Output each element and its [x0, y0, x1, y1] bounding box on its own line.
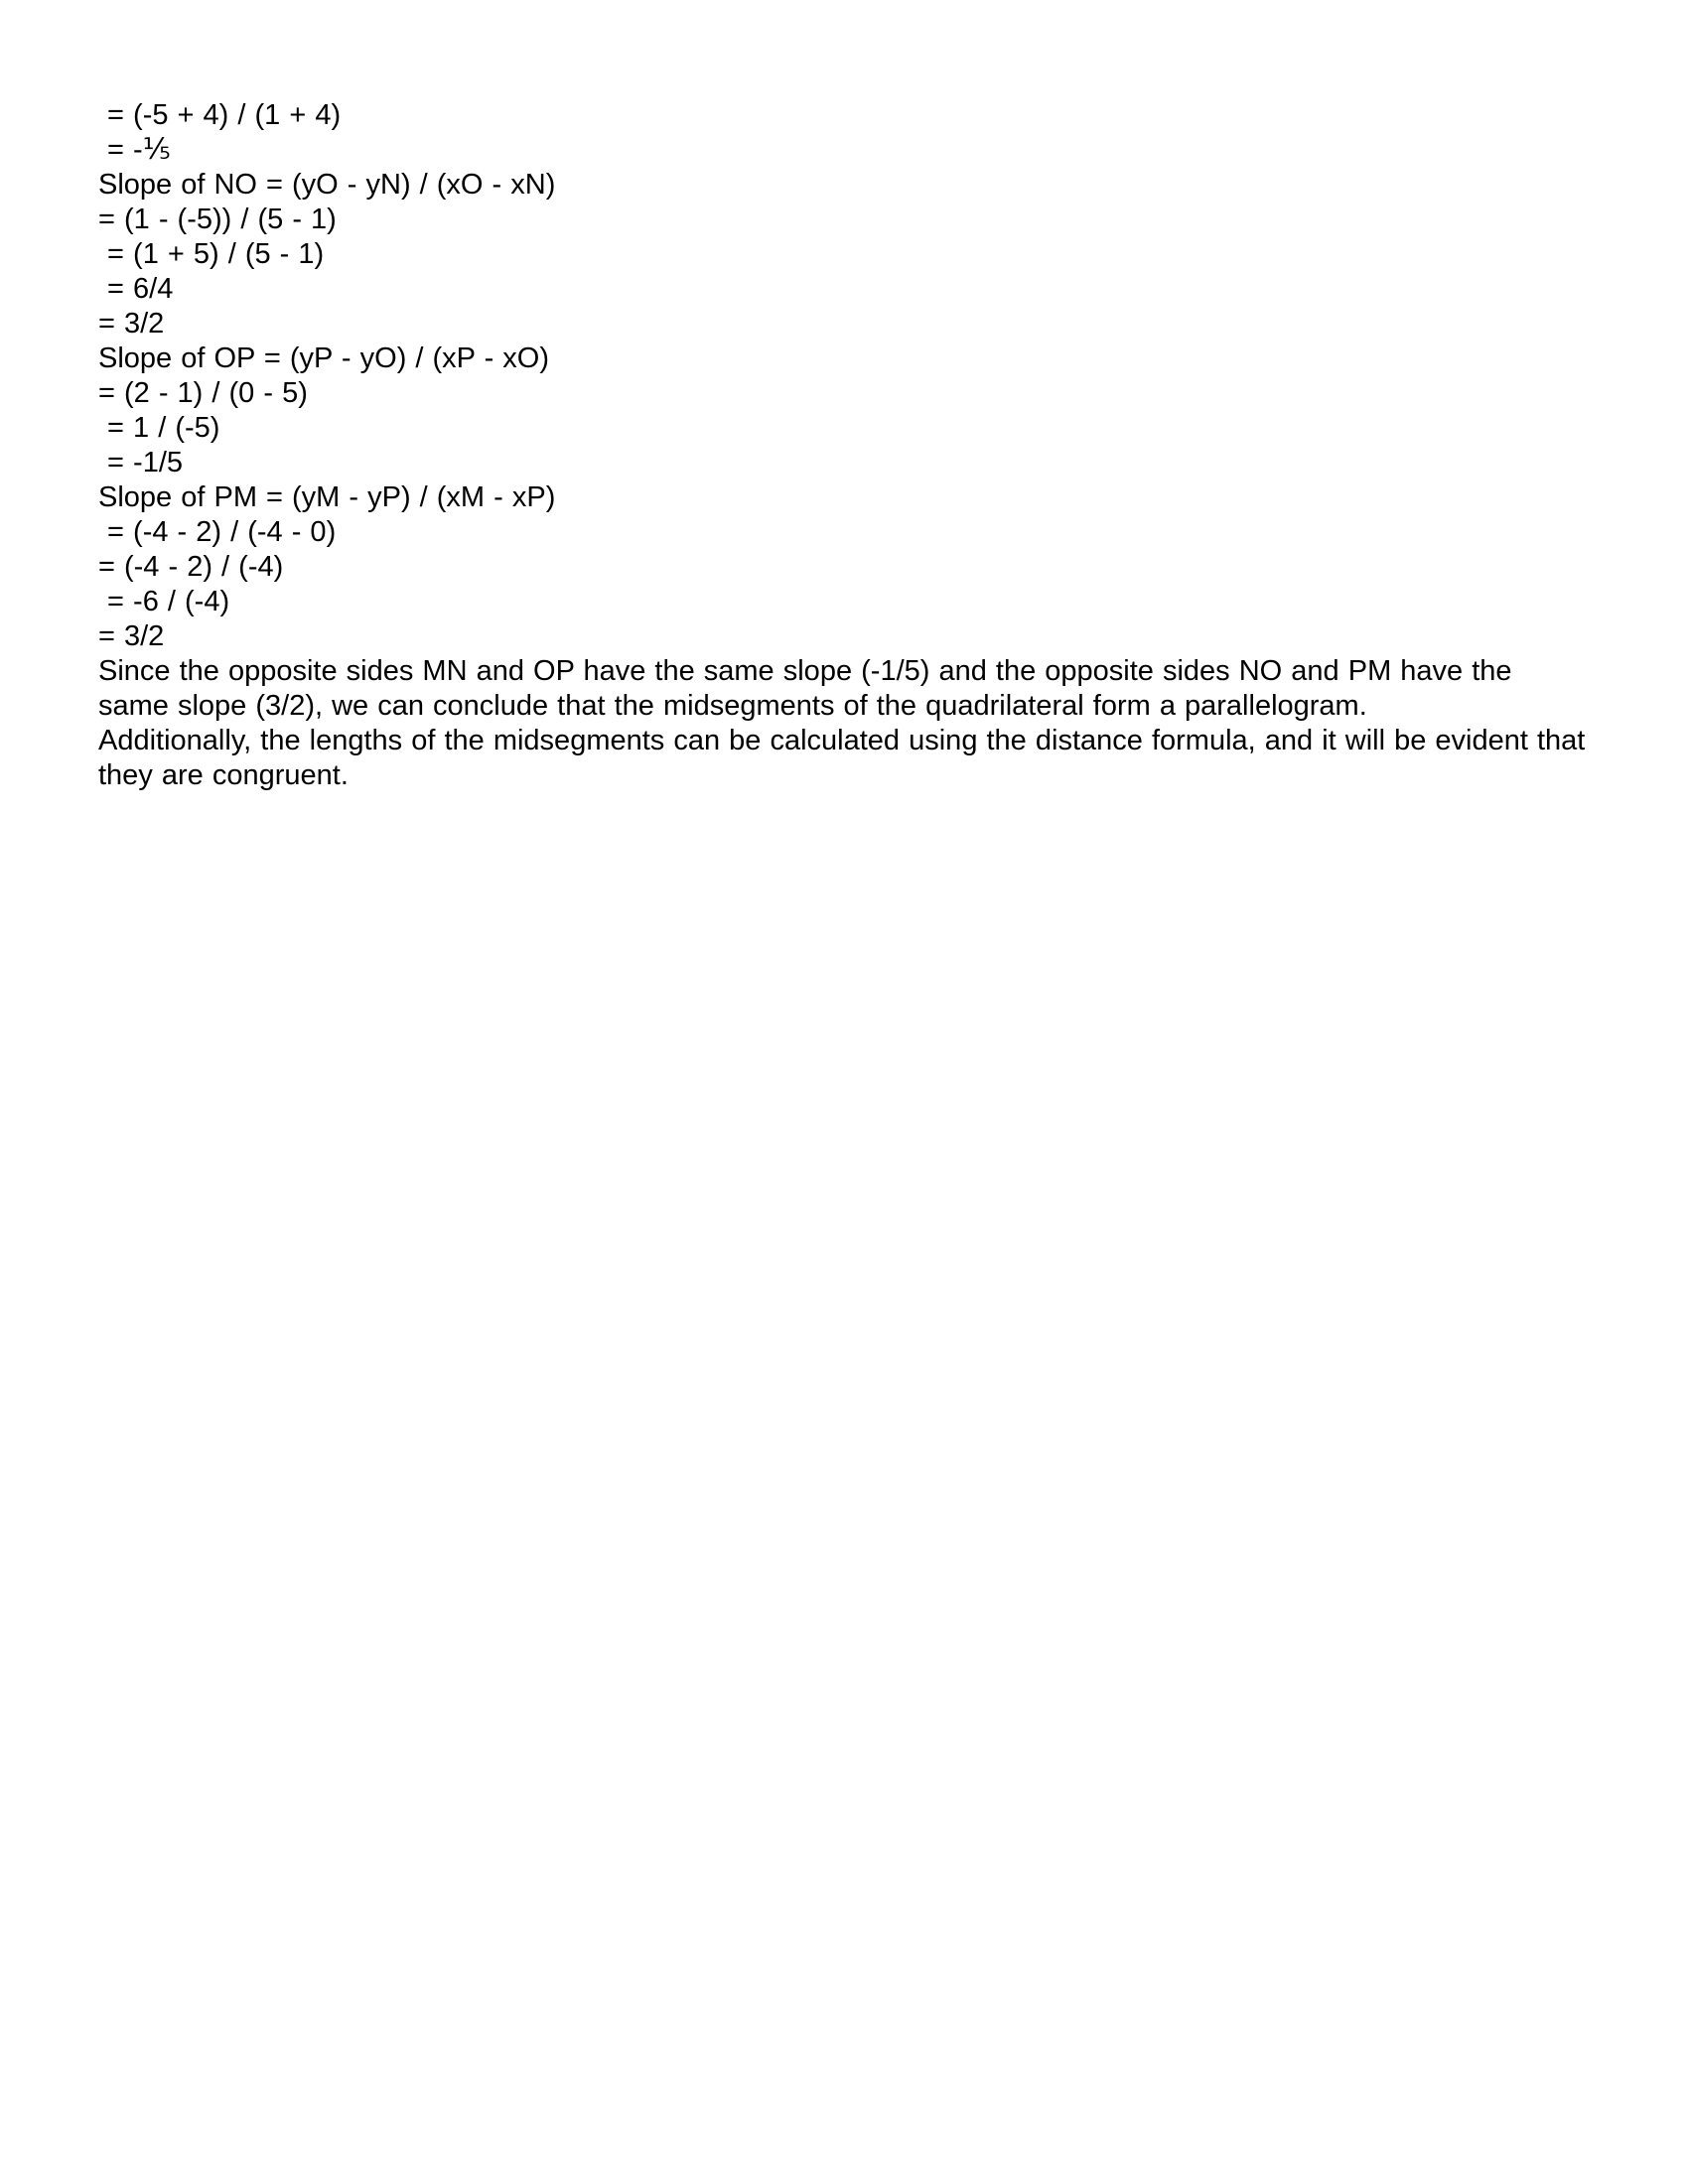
slope-heading-pm: Slope of PM = (yM - yP) / (xM - xP) [98, 481, 556, 513]
equation-line: = 6/4 [98, 273, 174, 305]
equation-line: = (1 + 5) / (5 - 1) [98, 238, 325, 270]
equation-line: = -1/5 [98, 447, 184, 478]
equation-line: = 3/2 [98, 308, 165, 340]
additional-paragraph: Additionally, the lengths of the midsegments can be calculated using the distance formula, and it will be evident that they are congruent. [98, 725, 1586, 791]
equation-line: = (-4 - 2) / (-4) [98, 551, 284, 583]
equation-line: = 3/2 [98, 620, 165, 652]
equation-line: = 1 / (-5) [98, 412, 220, 444]
conclusion-paragraph: Since the opposite sides MN and OP have the same slope (-1/5) and the opposite sides NO and PM have the same slope (3/2), we can conclude that the midsegments of the quadrilateral form a parallelogram. [98, 655, 1512, 722]
equation-line: = (1 - (-5)) / (5 - 1) [98, 204, 337, 235]
slope-heading-no: Slope of NO = (yO - yN) / (xO - xN) [98, 169, 556, 201]
page-content [98, 98, 1588, 793]
equation-line: = (-4 - 2) / (-4 - 0) [98, 516, 337, 548]
equation-line: = (-5 + 4) / (1 + 4) [98, 99, 342, 131]
slope-heading-op: Slope of OP = (yP - yO) / (xP - xO) [98, 342, 549, 374]
equation-line: = (2 - 1) / (0 - 5) [98, 377, 308, 409]
equation-line: = -⅕ [98, 134, 171, 166]
equation-line: = -6 / (-4) [98, 586, 230, 617]
